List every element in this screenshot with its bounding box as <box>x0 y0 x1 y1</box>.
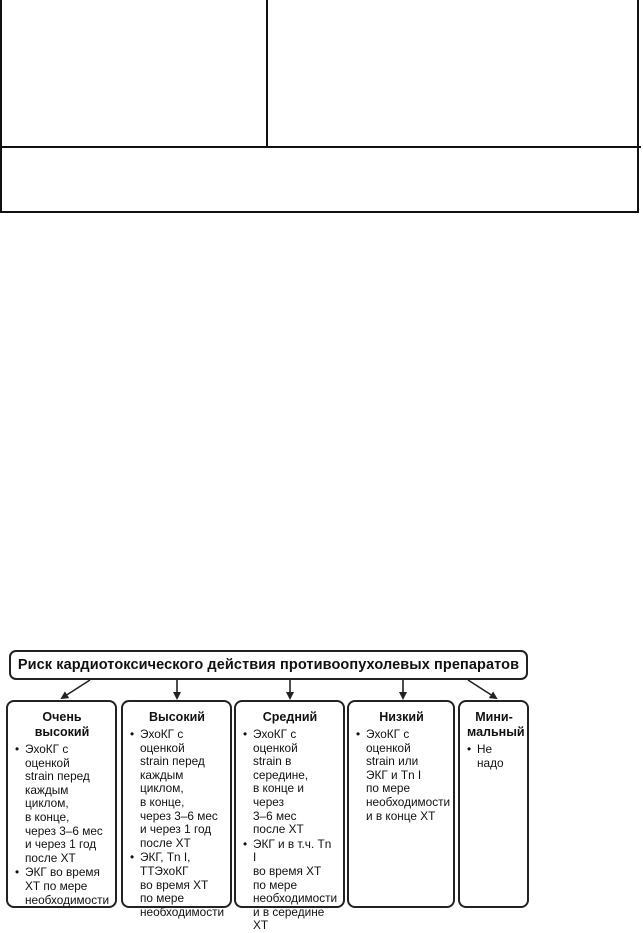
risk-column-minimal <box>458 700 529 908</box>
column-title: Средний <box>262 710 318 724</box>
column-title: Высокий <box>149 710 205 724</box>
risk-column-high <box>121 700 232 919</box>
column-title: Низкий <box>379 710 424 724</box>
arrow-very-high <box>62 680 90 698</box>
table-border <box>0 0 639 213</box>
list-item: • ЭхоКГ с оценкой strain перед каждым циклом, в конце, через 3–6 мес и через 1 год после ХТ <box>130 728 224 850</box>
list-item: • ЭКГ во время ХТ по мере необходимости <box>15 866 109 907</box>
column-title: Мини- мальный <box>467 710 525 739</box>
list-item: • ЭхоКГ с оценкой strain перед каждым циклом, в конце, через 3–6 мес и через 1 год после ХТ <box>15 743 109 865</box>
table-column-divider <box>266 0 268 147</box>
list-item: • Не надо <box>467 743 521 770</box>
empty-table <box>0 0 641 214</box>
arrow-minimal <box>468 680 496 698</box>
risk-column-medium <box>234 700 345 933</box>
risk-column-low <box>347 700 455 908</box>
list-item: • ЭКГ, Tn I, ТТЭхоКГ во время ХТ по мере необходимости <box>130 851 224 919</box>
list-item: • ЭКГ и в т.ч. Tn I во время ХТ по мере необходимости и в середине ХТ <box>243 838 337 933</box>
risk-diagram <box>0 640 643 933</box>
diagram-title: Риск кардиотоксического действия противоопухолевых препаратов <box>9 650 528 680</box>
list-item: • ЭхоКГ с оценкой strain или ЭКГ и Tn I по мере необходимости и в конце ХТ <box>356 728 447 823</box>
table-row-divider <box>0 146 641 148</box>
risk-column-very-high <box>6 700 117 908</box>
list-item: • ЭхоКГ с оценкой strain в середине, в конце и через 3–6 мес после ХТ <box>243 728 337 837</box>
column-title: Очень высокий <box>34 710 90 739</box>
